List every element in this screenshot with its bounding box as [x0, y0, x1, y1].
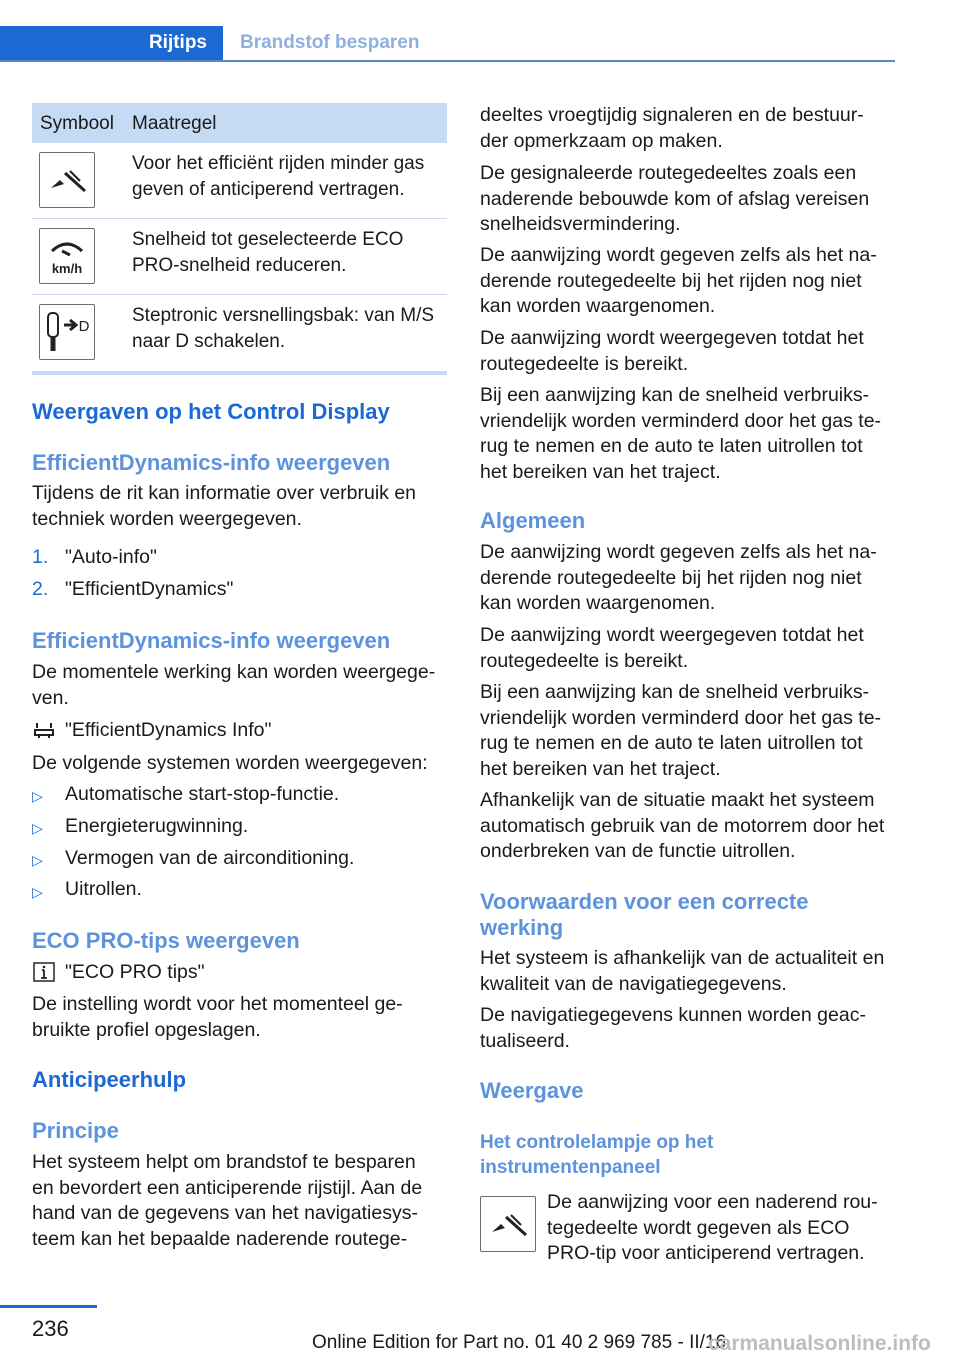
- text-line: Bij een aanwijzing kan de snelheid verbruiks-: [480, 384, 870, 406]
- text-line: naderende bebouwde kom of afslag vereisen: [480, 187, 870, 210]
- heading-algemeen: Algemeen: [480, 508, 586, 533]
- text-line: snelheidsvermindering.: [480, 213, 681, 235]
- heading-weergave: Weergave: [480, 1078, 584, 1103]
- text-line: ven.: [32, 686, 69, 709]
- text-line: der opmerkzaam op maken.: [480, 129, 723, 152]
- paragraph: [480, 680, 900, 782]
- text-line: De aanwijzing wordt weergegeven totdat het: [480, 624, 864, 646]
- header-divider: [0, 60, 895, 62]
- paragraph: [32, 992, 452, 1043]
- list-item: Vermogen van de airconditioning.: [65, 847, 355, 869]
- car-settings-icon: [33, 720, 55, 745]
- text-line: De navigatiegegevens kunnen worden geac-: [480, 1004, 866, 1026]
- text-line: Het systeem is afhankelijk van de actualiteit en: [480, 947, 885, 969]
- gear-lever-icon-label: D: [78, 318, 90, 335]
- text-line: Bij een aanwijzing kan de snelheid verbruiks-: [480, 681, 870, 703]
- text-line: en bevordert een anticiperende rijstijl. Aan de: [32, 1176, 423, 1199]
- text-line: De aanwijzing wordt gegeven zelfs als het na-: [480, 244, 877, 266]
- col-symbol-header: Symbool: [40, 113, 114, 134]
- heading-eco-pro-tips: ECO PRO-tips weergeven: [32, 928, 300, 953]
- table-row-divider: [32, 218, 447, 219]
- heading-line: instrumentenpaneel: [480, 1157, 661, 1178]
- text-line: De instelling wordt voor het momenteel ge-: [32, 993, 403, 1015]
- info-icon: [33, 962, 55, 987]
- bullet-icon: ▷: [32, 852, 43, 868]
- table-row-text: Snelheid tot geselecteerde ECO PRO-snelheid reduceren.: [132, 229, 404, 276]
- paragraph: [32, 660, 452, 711]
- text-line: PRO-tip voor anticiperend vertragen.: [547, 1242, 865, 1264]
- text-line: Tijdens de rit kan informatie over verbruik en: [32, 482, 417, 504]
- text-line: Afhankelijk van de situatie maakt het systeem: [480, 789, 875, 811]
- paragraph: [480, 1003, 900, 1054]
- paragraph: De volgende systemen worden weergegeven:: [32, 752, 428, 774]
- heading-efficientdynamics-info: EfficientDynamics-info weergeven: [32, 628, 391, 653]
- text-line: routegedeelte is bereikt.: [480, 352, 689, 375]
- text-line: routegedeelte is bereikt.: [480, 649, 689, 672]
- text-line: kwaliteit van de navigatiegegevens.: [480, 972, 787, 995]
- text-line: tualiseerd.: [480, 1029, 570, 1052]
- text-line: kan worden waargenomen.: [480, 592, 716, 614]
- table-header: [32, 103, 447, 143]
- paragraph: [480, 326, 900, 377]
- watermark: carmanualsonline.info: [708, 1332, 931, 1355]
- list-item: Uitrollen.: [65, 878, 142, 900]
- foot-off-pedal-icon: [480, 1196, 536, 1252]
- table-row-text: Steptronic versnellingsbak: van M/S naar D schakelen.: [132, 305, 435, 352]
- text-line: De aanwijzing wordt gegeven zelfs als het na-: [480, 541, 877, 563]
- section-title: Rijtips: [148, 32, 207, 53]
- page-number: 236: [32, 1316, 69, 1341]
- text-line: deeltes vroegtijdig signaleren en de bestuur-: [480, 104, 864, 126]
- text-line: vriendelijk worden verminderd door het gas te-: [480, 706, 882, 729]
- text-line: teem kan het bepaalde naderende routege-: [32, 1227, 408, 1250]
- text-line: derende routegedeelte bij het rijden nog niet: [480, 269, 862, 292]
- paragraph: [32, 481, 452, 532]
- paragraph: [480, 383, 900, 485]
- text-line: hand van de gegevens van het navigatiesys-: [32, 1202, 418, 1224]
- text-line: het bereiken van het traject.: [480, 460, 721, 483]
- col-measure-header: Maatregel: [132, 113, 217, 134]
- paragraph: [547, 1190, 907, 1267]
- text-line: Het systeem helpt om brandstof te besparen: [32, 1151, 416, 1173]
- speedometer-icon-label: km/h: [51, 261, 83, 276]
- step-text: "Auto-info": [65, 546, 157, 568]
- foot-off-pedal-icon: [39, 152, 95, 208]
- paragraph: [480, 540, 900, 617]
- text-line: De gesignaleerde routegedeeltes zoals een: [480, 162, 857, 184]
- section-tab: [0, 26, 223, 62]
- step-number: 2.: [32, 578, 49, 600]
- paragraph: [480, 243, 900, 320]
- heading-line: Het controlelampje op het: [480, 1132, 714, 1153]
- gear-lever-icon: [39, 304, 95, 360]
- list-item: Energieterugwinning.: [65, 815, 249, 837]
- table-row-text: Voor het efficiënt rijden minder gas geven of anticiperend vertragen.: [132, 153, 425, 200]
- text-line: vriendelijk worden verminderd door het gas te-: [480, 409, 882, 432]
- text-line: De aanwijzing voor een naderend rou-: [547, 1191, 878, 1213]
- paragraph: [480, 161, 900, 238]
- bullet-icon: ▷: [32, 788, 43, 804]
- text-line: onderbreken van de functie uitrollen.: [480, 840, 796, 862]
- menu-path-text: "ECO PRO tips": [65, 961, 205, 983]
- speedometer-icon: [39, 228, 95, 284]
- bullet-icon: ▷: [32, 820, 43, 836]
- paragraph: [480, 788, 900, 865]
- text-line: bruikte profiel opgeslagen.: [32, 1018, 261, 1041]
- text-line: tegedeelte wordt gegeven als ECO: [547, 1216, 850, 1239]
- menu-path-text: "EfficientDynamics Info": [65, 719, 272, 741]
- step-text: "EfficientDynamics": [65, 578, 234, 600]
- text-line: De momentele werking kan worden weergege-: [32, 661, 436, 683]
- text-line: De aanwijzing wordt weergegeven totdat het: [480, 327, 864, 349]
- text-line: het bereiken van het traject.: [480, 757, 721, 780]
- paragraph: [32, 1150, 452, 1252]
- text-line: rug te nemen en de auto te laten uitrollen tot: [480, 732, 863, 754]
- heading-principe: Principe: [32, 1118, 119, 1143]
- subsection-title: Brandstof besparen: [240, 32, 420, 53]
- paragraph: [480, 623, 900, 674]
- edition-text: Online Edition for Part no. 01 40 2 969 785 - II/16: [312, 1332, 727, 1353]
- heading-voorwaarden: [480, 889, 809, 941]
- text-line: automatisch gebruik van de motorrem door het: [480, 814, 885, 837]
- table-bottom-border: [32, 371, 447, 375]
- heading-efficientdynamics-info: EfficientDynamics-info weergeven: [32, 450, 391, 475]
- paragraph: [480, 946, 900, 997]
- heading-line: Voorwaarden voor een correcte: [480, 889, 809, 914]
- table-row-divider: [32, 294, 447, 295]
- step-number: 1.: [32, 546, 49, 568]
- heading-line: werking: [480, 915, 564, 940]
- text-line: kan worden waargenomen.: [480, 295, 716, 317]
- paragraph: [480, 103, 900, 154]
- heading-control-display: Weergaven op het Control Display: [32, 399, 390, 424]
- list-item: Automatische start-stop-functie.: [65, 783, 340, 805]
- text-line: derende routegedeelte bij het rijden nog niet: [480, 566, 862, 589]
- bullet-icon: ▷: [32, 884, 43, 900]
- footer-divider: [0, 1305, 97, 1308]
- text-line: rug te nemen en de auto te laten uitrollen tot: [480, 435, 863, 457]
- heading-controlelampje: [480, 1130, 713, 1180]
- heading-anticipeerhulp: Anticipeerhulp: [32, 1067, 187, 1092]
- text-line: techniek worden weergegeven.: [32, 507, 302, 530]
